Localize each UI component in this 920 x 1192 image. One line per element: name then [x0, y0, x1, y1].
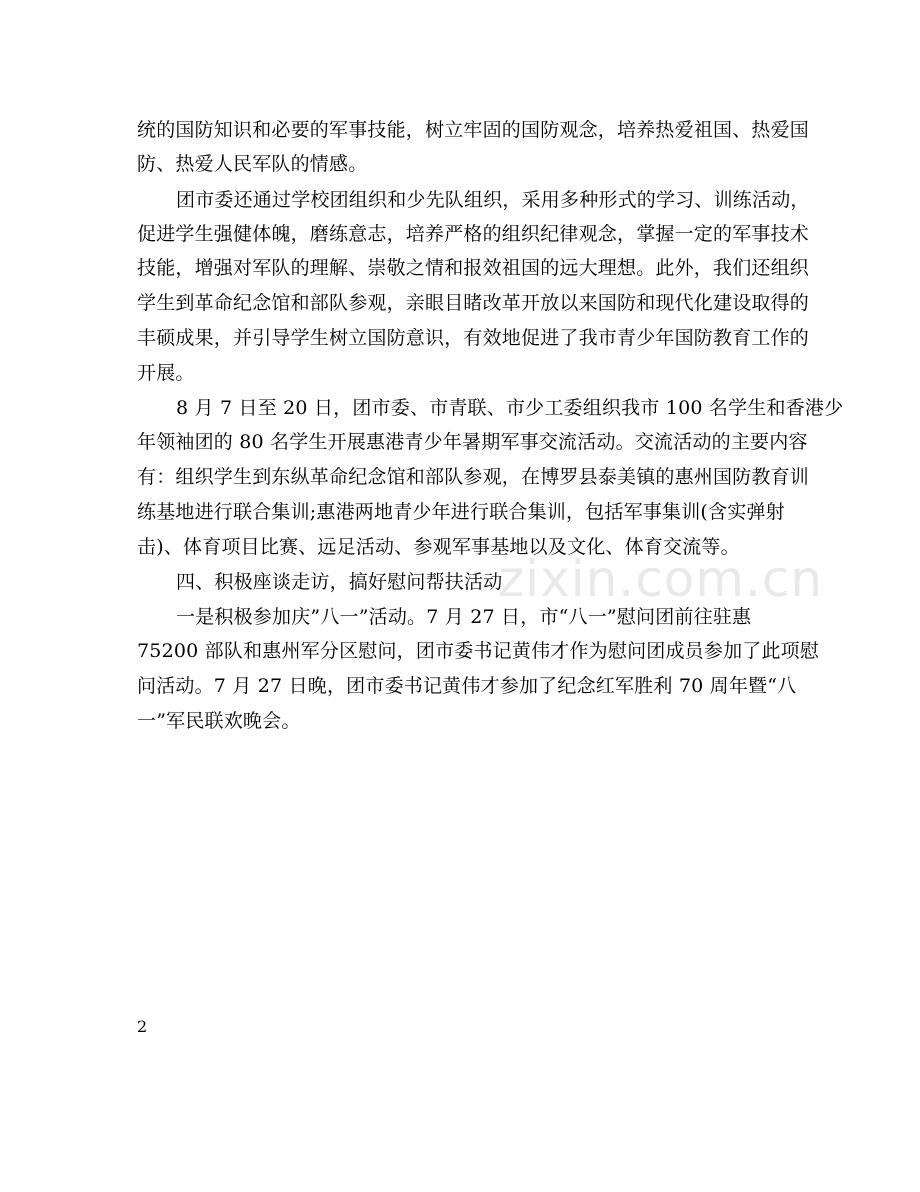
paragraph-start-line: 团市委还通过学校团组织和少先队组织，采用多种形式的学习、训练活动，: [176, 189, 810, 211]
text-line: 击)、体育项目比赛、远足活动、参观军事基地以及文化、体育交流等。: [137, 536, 740, 558]
paragraph-start-line: 一是积极参加庆”八一”活动。7 月 27 日，市“八一”慰问团前往驻惠: [176, 606, 752, 628]
text-line: 丰硕成果，并引导学生树立国防意识，有效地促进了我市青少年国防教育工作的: [137, 327, 810, 349]
text-line: 一”军民联欢晚会。: [137, 710, 301, 732]
watermark: zixin.com.cn: [498, 550, 824, 608]
page-number: 2: [137, 1017, 148, 1036]
text-line: 统的国防知识和必要的军事技能，树立牢固的国防观念，培养热爱祖国、热爱国: [137, 119, 810, 141]
text-line: 练基地进行联合集训;惠港两地青少年进行联合集训，包括军事集训(含实弹射: [137, 501, 785, 523]
text-line: 技能，增强对军队的理解、崇敬之情和报效祖国的远大理想。此外，我们还组织: [137, 257, 810, 279]
text-line: 学生到革命纪念馆和部队参观，亲眼目睹改革开放以来国防和现代化建设取得的: [137, 292, 810, 314]
text-line: 年领袖团的 80 名学生开展惠港青少年暑期军事交流活动。交流活动的主要内容: [137, 431, 808, 453]
text-line: 开展。: [137, 362, 195, 384]
text-line: 促进学生强健体魄，磨练意志，培养严格的组织纪律观念，掌握一定的军事技术: [137, 223, 810, 245]
text-line: 75200 部队和惠州军分区慰问，团市委书记黄伟才作为慰问团成员参加了此项慰: [137, 640, 820, 662]
text-line: 有：组织学生到东纵革命纪念馆和部队参观，在博罗县泰美镇的惠州国防教育训: [137, 466, 810, 488]
section-heading: 四、积极座谈走访，搞好慰问帮扶活动: [176, 571, 503, 593]
text-line: 防、热爱人民军队的情感。: [137, 153, 368, 175]
text-line: 问活动。7 月 27 日晚，团市委书记黄伟才参加了纪念红军胜利 70 周年暨“八: [137, 675, 797, 697]
paragraph-start-line: 8 月 7 日至 20 日，团市委、市青联、市少工委组织我市 100 名学生和香港少: [176, 397, 844, 419]
